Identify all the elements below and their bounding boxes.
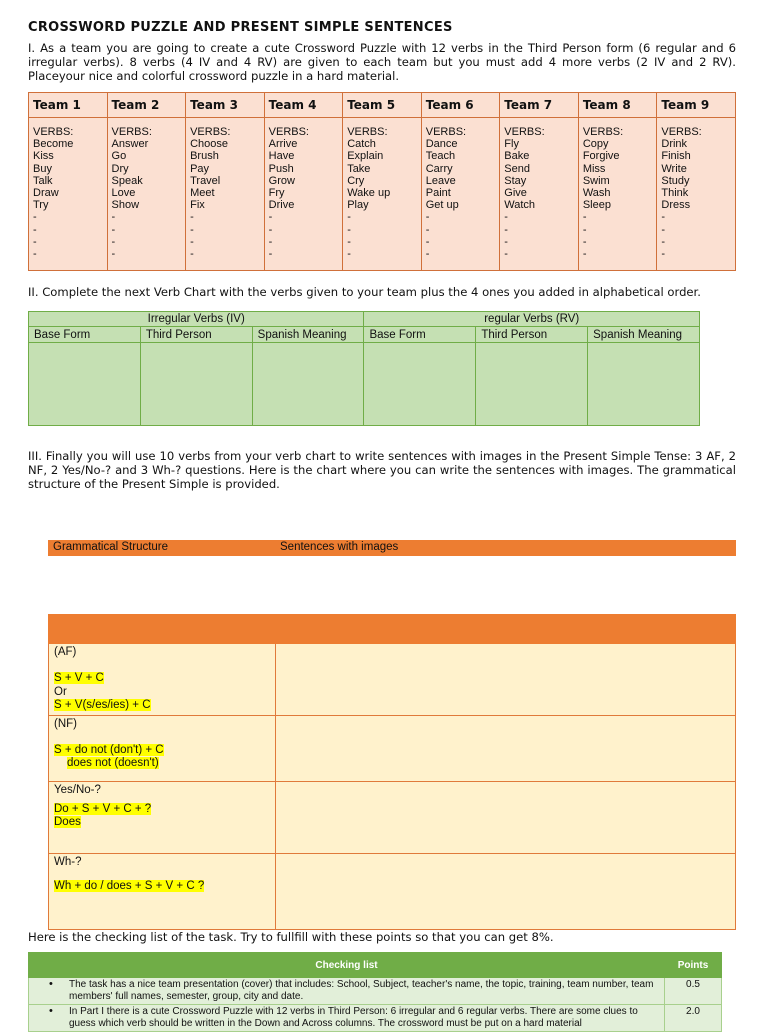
page-title: CROSSWORD PUZZLE AND PRESENT SIMPLE SENTENCES xyxy=(28,20,453,35)
team-header: Team 1 xyxy=(29,93,108,118)
verb-chart-cell[interactable] xyxy=(29,343,141,426)
team-verbs-cell xyxy=(500,118,579,271)
af-formula-alt: S + V(s/es/ies) + C xyxy=(54,699,151,712)
verb-item: - xyxy=(111,248,116,261)
team-verbs-cell xyxy=(657,118,736,271)
verb-item: Buy xyxy=(33,162,52,175)
verb-item: Play xyxy=(347,199,369,212)
verb-item: Paint xyxy=(425,187,451,200)
verb-item: - xyxy=(347,248,351,261)
verb-chart-cell[interactable] xyxy=(476,343,588,426)
verb-item: Catch xyxy=(347,138,376,151)
yesno-formula-does: Does xyxy=(54,816,81,829)
verbs-label: VERBS: xyxy=(425,126,467,138)
verb-item: Talk xyxy=(33,174,53,187)
verb-item: Dance xyxy=(425,138,458,151)
verb-item: - xyxy=(190,248,194,261)
verb-item: Kiss xyxy=(33,150,54,163)
verb-item: Forgive xyxy=(582,150,620,163)
col-base-form-rv: Base Form xyxy=(364,327,476,343)
verb-item: Explain xyxy=(347,150,384,163)
verb-item: Travel xyxy=(190,174,221,187)
team-verbs-cell xyxy=(29,118,108,271)
grammar-table xyxy=(48,614,736,930)
nf-sentences-cell[interactable] xyxy=(276,715,736,781)
verb-item: Write xyxy=(661,162,687,175)
verb-item: - xyxy=(661,235,666,248)
verb-chart-cell[interactable] xyxy=(364,343,476,426)
yesno-sentences-cell[interactable] xyxy=(276,781,736,853)
verb-item: Have xyxy=(268,150,295,163)
team-verbs-cell xyxy=(578,118,657,271)
verb-item: Wash xyxy=(582,187,611,200)
team-verbs-cell xyxy=(264,118,343,271)
verb-item: - xyxy=(504,211,508,224)
team-header: Team 4 xyxy=(264,93,343,118)
checklist-points: 0.5 xyxy=(665,978,722,1005)
wh-formula: Wh + do / does + S + V + C ? xyxy=(54,880,205,893)
verb-item: - xyxy=(661,248,666,261)
verb-item: - xyxy=(268,248,273,261)
col-third-person-iv: Third Person xyxy=(140,327,252,343)
verb-item: Push xyxy=(268,162,294,175)
verbs-label: VERBS: xyxy=(111,126,152,138)
team-verbs-cell xyxy=(343,118,422,271)
verb-item: Get up xyxy=(425,199,459,212)
verb-item: Drink xyxy=(661,138,688,151)
verbs-label: VERBS: xyxy=(33,126,74,138)
team-header: Team 7 xyxy=(500,93,579,118)
team-header: Team 8 xyxy=(578,93,657,118)
verb-item: Leave xyxy=(425,174,456,187)
verb-chart-table xyxy=(28,311,700,426)
af-or: Or xyxy=(54,685,67,698)
verb-item: Become xyxy=(33,138,74,151)
verb-item: Meet xyxy=(190,187,215,200)
verb-item: Wake up xyxy=(347,187,391,200)
verb-item: - xyxy=(504,248,508,261)
verbs-label: VERBS: xyxy=(190,126,231,138)
verb-item: - xyxy=(33,235,37,248)
verb-item: - xyxy=(661,223,666,236)
sentences-with-images-label: Sentences with images xyxy=(280,541,399,553)
verb-item: - xyxy=(268,235,273,248)
wh-structure-cell xyxy=(49,853,276,929)
verb-item: Drive xyxy=(268,199,295,212)
verb-item: - xyxy=(425,235,430,248)
verb-item: - xyxy=(347,223,351,236)
yesno-structure-cell xyxy=(49,781,276,853)
verb-item: - xyxy=(582,235,587,248)
verb-item: Study xyxy=(661,174,690,187)
verb-item: Arrive xyxy=(268,138,298,151)
verb-item: Brush xyxy=(190,150,219,163)
verb-item: Sleep xyxy=(582,199,611,212)
af-formula: S + V + C xyxy=(54,672,104,685)
verb-item: - xyxy=(347,211,351,224)
checklist-points: 2.0 xyxy=(665,1005,722,1032)
intro-paragraph: I. As a team you are going to create a cute Crossword Puzzle with 12 verbs in the Third Person form (6 regular and 6 irregular verbs). 8 verbs (4 IV and 4 RV) are given to each team but you must add 4 more verbs (2 IV and 2 RV). Placeyour nice and colorful crossword puzzle in a hard material. xyxy=(28,41,736,83)
af-structure-cell xyxy=(49,644,276,716)
checklist-item: • In Part I there is a cute Crossword Puzzle with 12 verbs in Third Person: 6 irregular and 6 regular verbs. There are some clues to guess which verb should be written in the Down and Across columns. The crossword must be put on a hard material xyxy=(29,1005,665,1032)
verbs-label: VERBS: xyxy=(582,126,624,138)
verbs-label: VERBS: xyxy=(661,126,702,138)
verb-item: Try xyxy=(33,199,49,212)
verb-chart-cell[interactable] xyxy=(252,343,364,426)
verbs-label: VERBS: xyxy=(504,126,545,138)
verb-item: Answer xyxy=(111,138,149,151)
verb-item: - xyxy=(190,235,194,248)
nf-label: (NF) xyxy=(54,717,77,730)
verb-item: - xyxy=(33,248,37,261)
verbs-label: VERBS: xyxy=(347,126,388,138)
verb-item: - xyxy=(661,211,666,224)
nf-formula: S + do not (don't) + C xyxy=(54,744,164,757)
verb-item: Show xyxy=(111,199,140,212)
verb-item: - xyxy=(111,223,116,236)
col-spanish-meaning-iv: Spanish Meaning xyxy=(252,327,364,343)
verb-chart-cell[interactable] xyxy=(140,343,252,426)
verb-item: Finish xyxy=(661,150,691,163)
verb-item: Pay xyxy=(190,162,210,175)
verb-item: Take xyxy=(347,162,371,175)
checklist-table xyxy=(28,952,722,1032)
verb-item: - xyxy=(268,223,273,236)
verb-item: - xyxy=(504,235,508,248)
col-base-form-iv: Base Form xyxy=(29,327,141,343)
yesno-label: Yes/No-? xyxy=(54,783,101,796)
irregular-verbs-header: Irregular Verbs (IV) xyxy=(29,312,364,327)
verb-item: - xyxy=(33,211,37,224)
verb-chart-cell[interactable] xyxy=(588,343,700,426)
verb-item: - xyxy=(33,223,37,236)
verb-item: Watch xyxy=(504,199,536,212)
part3-paragraph: III. Finally you will use 10 verbs from your verb chart to write sentences with images in the Present Simple Tense: 3 AF, 2 NF, 2 Yes/No-? and 3 Wh-? questions. Here is the chart where you can write the sentences with images. The grammatical structure of the Present Simple is provided. xyxy=(28,449,736,491)
verb-item: Go xyxy=(111,150,127,163)
verb-item: - xyxy=(268,211,273,224)
team-verbs-cell xyxy=(421,118,500,271)
verb-item: Love xyxy=(111,187,136,200)
verb-item: Fix xyxy=(190,199,205,212)
verb-item: Give xyxy=(504,187,527,200)
points-header: Points xyxy=(665,953,722,978)
verb-item: Send xyxy=(504,162,530,175)
team-verbs-cell xyxy=(107,118,186,271)
verb-item: Dry xyxy=(111,162,129,175)
part2-paragraph: II. Complete the next Verb Chart with the verbs given to your team plus the 4 ones you added in alphabetical order. xyxy=(28,285,701,299)
verb-item: - xyxy=(425,248,430,261)
verb-item: Teach xyxy=(425,150,456,163)
team-header: Team 6 xyxy=(421,93,500,118)
regular-verbs-header: regular Verbs (RV) xyxy=(364,312,700,327)
teams-table xyxy=(28,92,736,271)
af-sentences-cell[interactable] xyxy=(276,644,736,716)
verb-item: - xyxy=(582,211,587,224)
verb-item: Fly xyxy=(504,138,519,151)
verb-item: Dress xyxy=(661,199,691,212)
team-header: Team 2 xyxy=(107,93,186,118)
verb-item: Swim xyxy=(582,174,610,187)
wh-sentences-cell[interactable] xyxy=(276,853,736,929)
verb-item: Grow xyxy=(268,174,295,187)
verb-item: Cry xyxy=(347,174,365,187)
grammar-header-bar xyxy=(48,540,736,556)
verb-item: Choose xyxy=(190,138,229,151)
checklist-item: • The task has a nice team presentation (cover) that includes: School, Subject, teacher's name, the topic, training, team number, team members' full names, semester, group, city and date. xyxy=(29,978,665,1005)
team-verbs-cell xyxy=(186,118,265,271)
verb-item: Carry xyxy=(425,162,453,175)
verb-item: Miss xyxy=(582,162,606,175)
verb-item: - xyxy=(425,211,430,224)
verb-item: - xyxy=(582,248,587,261)
wh-label: Wh-? xyxy=(54,855,82,868)
yesno-formula: Do + S + V + C + ? xyxy=(54,803,152,816)
verb-item: - xyxy=(504,223,508,236)
verb-item: - xyxy=(111,211,116,224)
checking-intro: Here is the checking list of the task. Try to fullfill with these points so that you can get 8%. xyxy=(28,930,554,944)
verb-item: - xyxy=(425,223,430,236)
verb-item: Bake xyxy=(504,150,530,163)
verbs-label: VERBS: xyxy=(268,126,309,138)
team-header: Team 5 xyxy=(343,93,422,118)
verb-item: Draw xyxy=(33,187,59,200)
verb-item: Speak xyxy=(111,174,143,187)
nf-formula-does: does not (doesn't) xyxy=(67,757,159,770)
verb-item: - xyxy=(111,235,116,248)
verb-item: - xyxy=(190,223,194,236)
grammar-structure-label: Grammatical Structure xyxy=(53,541,169,553)
verb-item: Copy xyxy=(582,138,609,151)
verb-item: Fry xyxy=(268,187,285,200)
team-header: Team 9 xyxy=(657,93,736,118)
verb-item: - xyxy=(582,223,587,236)
team-header: Team 3 xyxy=(186,93,265,118)
nf-structure-cell xyxy=(49,715,276,781)
af-label: (AF) xyxy=(54,646,77,658)
col-spanish-meaning-rv: Spanish Meaning xyxy=(588,327,700,343)
verb-item: - xyxy=(190,211,194,224)
col-third-person-rv: Third Person xyxy=(476,327,588,343)
verb-item: Stay xyxy=(504,174,527,187)
checklist-header: Checking list xyxy=(29,953,665,978)
verb-item: Think xyxy=(661,187,689,200)
verb-item: - xyxy=(347,235,351,248)
